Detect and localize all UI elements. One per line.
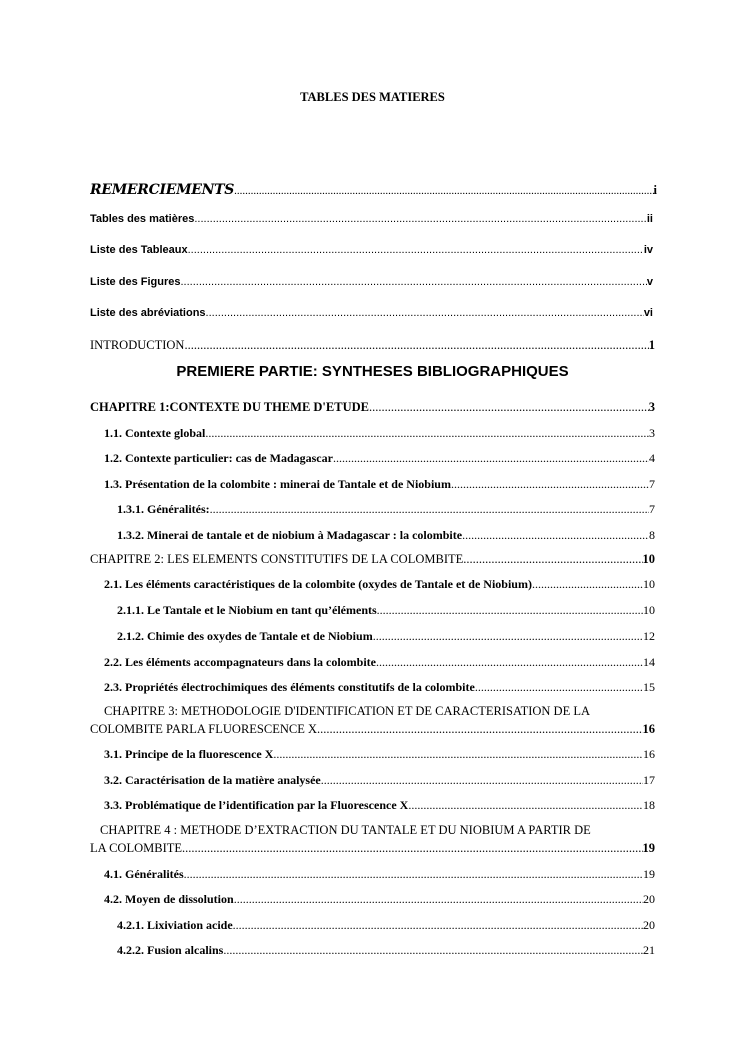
toc-entry-page: 10 — [643, 603, 655, 617]
dot-leader — [184, 866, 643, 882]
toc-entry-page: ii — [646, 213, 653, 225]
dot-leader — [233, 917, 643, 933]
toc-entry-label: 1.2. Contexte particulier: cas de Madagascar — [104, 451, 333, 465]
toc-entry-label: Tables des matières — [90, 213, 195, 225]
toc-entry-label: 3.2. Caractérisation de la matière analysée — [104, 773, 321, 787]
toc-entry-page: 3 — [649, 426, 655, 440]
toc-entry-label: LA COLOMBITE — [90, 841, 183, 855]
dot-leader — [369, 399, 649, 415]
dot-leader — [205, 425, 649, 441]
toc-section-2-1[interactable] — [104, 576, 655, 592]
toc-chapter-2[interactable] — [90, 551, 655, 567]
toc-entry-label: 4.2.1. Lixiviation acide — [117, 918, 233, 932]
page-title: TABLES DES MATIERES — [300, 90, 445, 104]
toc-entry-page: 21 — [643, 943, 655, 957]
toc-entry-label: 2.2. Les éléments accompagnateurs dans la colombite — [104, 655, 376, 669]
toc-entry-abreviations[interactable] — [90, 305, 653, 321]
toc-entry-label: INTRODUCTION — [90, 338, 185, 352]
toc-entry-page: i — [653, 183, 657, 197]
toc-entry-page: 15 — [643, 680, 655, 694]
toc-entry-page: 4 — [649, 451, 655, 465]
toc-section-1-1[interactable] — [104, 425, 655, 441]
toc-entry-label: 4.2. Moyen de dissolution — [104, 892, 234, 906]
toc-entry-introduction[interactable] — [90, 337, 655, 353]
toc-chapter-3[interactable] — [90, 721, 655, 737]
toc-entry-label: Liste des Figures — [90, 276, 181, 288]
toc-chapter-3-line1[interactable]: CHAPITRE 3: METHODOLOGIE D'IDENTIFICATION ET DE CARACTERISATION DE LA — [104, 704, 591, 718]
toc-chapter-4-line1[interactable]: CHAPITRE 4 : METHODE D’EXTRACTION DU TANTALE ET DU NIOBIUM A PARTIR DE — [100, 823, 591, 837]
dot-leader — [184, 337, 648, 353]
toc-chapter-4[interactable] — [90, 840, 655, 856]
toc-section-3-1[interactable] — [104, 746, 655, 762]
toc-entry-page: 14 — [643, 655, 655, 669]
dot-leader — [321, 772, 643, 788]
toc-entry-label: 1.3. Présentation de la colombite : minerai de Tantale et de Niobium — [104, 477, 451, 491]
toc-entry-label: 1.3.1. Généralités: — [117, 502, 210, 516]
dot-leader — [188, 242, 644, 258]
dot-leader — [462, 527, 649, 543]
toc-entry-page: 16 — [643, 747, 655, 761]
toc-entry-page: 3 — [648, 400, 655, 414]
toc-section-2-2[interactable] — [104, 654, 655, 670]
toc-section-3-3[interactable] — [104, 797, 655, 813]
toc-entry-page: 1 — [648, 338, 655, 352]
part-heading: PREMIERE PARTIE: SYNTHESES BIBLIOGRAPHIQUES — [176, 363, 569, 380]
toc-entry-page: 19 — [643, 867, 655, 881]
toc-section-3-2[interactable] — [104, 772, 655, 788]
toc-entry-page: vi — [643, 307, 653, 319]
toc-section-4-2[interactable] — [104, 891, 655, 907]
dot-leader — [180, 274, 646, 290]
dot-leader — [451, 476, 649, 492]
toc-entry-tableaux[interactable] — [90, 242, 653, 258]
toc-chapter-1[interactable] — [90, 399, 655, 415]
dot-leader — [532, 576, 643, 592]
dot-leader — [463, 551, 642, 567]
toc-entry-label: 3.1. Principe de la fluorescence X — [104, 747, 274, 761]
toc-section-2-1-1[interactable] — [117, 602, 655, 618]
toc-entry-page: 10 — [643, 577, 655, 591]
toc-entry-page: 19 — [642, 841, 655, 855]
dot-leader — [475, 679, 643, 695]
dot-leader — [234, 891, 643, 907]
toc-section-1-2[interactable] — [104, 450, 655, 466]
toc-entry-label: Liste des abréviations — [90, 307, 206, 319]
toc-entry-page: 8 — [649, 528, 655, 542]
dot-leader — [373, 628, 643, 644]
toc-entry-page: 7 — [649, 477, 655, 491]
toc-entry-page: 16 — [642, 722, 655, 736]
toc-section-4-2-2[interactable] — [117, 942, 655, 958]
dot-leader — [182, 840, 642, 856]
toc-entry-figures[interactable] — [90, 274, 653, 290]
toc-entry-page: 20 — [643, 892, 655, 906]
toc-entry-label: 2.1.1. Le Tantale et le Niobium en tant qu’éléments — [117, 603, 377, 617]
toc-entry-page: 10 — [642, 552, 655, 566]
dot-leader — [408, 797, 643, 813]
toc-entry-label: COLOMBITE PARLA FLUORESCENCE X — [90, 722, 317, 736]
toc-entry-label: 2.1.2. Chimie des oxydes de Tantale et de Niobium — [117, 629, 373, 643]
toc-entry-page: iv — [643, 244, 653, 256]
dot-leader — [223, 942, 643, 958]
toc-entry-label: 2.1. Les éléments caractéristiques de la colombite (oxydes de Tantale et de Niobium) — [104, 577, 532, 591]
toc-section-1-3-1[interactable] — [117, 501, 655, 517]
toc-entry-page: v — [646, 276, 653, 288]
toc-entry-page: 17 — [643, 773, 655, 787]
toc-section-4-2-1[interactable] — [117, 917, 655, 933]
dot-leader — [333, 450, 649, 466]
toc-entry-remerciements[interactable] — [90, 182, 657, 199]
toc-entry-label: 3.3. Problématique de l’identification par la Fluorescence X — [104, 798, 409, 812]
toc-entry-label: CHAPITRE 2: LES ELEMENTS CONSTITUTIFS DE LA COLOMBITE — [90, 552, 464, 566]
dot-leader — [194, 211, 647, 227]
toc-section-2-1-2[interactable] — [117, 628, 655, 644]
dot-leader — [317, 721, 643, 737]
toc-entry-label: 4.2.2. Fusion alcalins — [117, 943, 224, 957]
toc-section-1-3[interactable] — [104, 476, 655, 492]
toc-entry-label: CHAPITRE 1:CONTEXTE DU THEME D'ETUDE — [90, 400, 369, 414]
toc-entry-tables[interactable] — [90, 211, 653, 227]
dot-leader — [377, 602, 643, 618]
toc-section-1-3-2[interactable] — [117, 527, 655, 543]
toc-entry-label: Liste des Tableaux — [90, 244, 188, 256]
dot-leader — [376, 654, 643, 670]
toc-entry-page: 20 — [643, 918, 655, 932]
dot-leader — [234, 183, 653, 199]
dot-leader — [273, 746, 643, 762]
toc-entry-page: 12 — [643, 629, 655, 643]
toc-entry-label: 1.3.2. Minerai de tantale et de niobium à Madagascar : la colombite — [117, 528, 463, 542]
toc-section-4-1[interactable] — [104, 866, 655, 882]
toc-entry-page: 18 — [643, 798, 655, 812]
toc-entry-label: REMERCIEMENTS — [90, 182, 235, 198]
toc-entry-label: 4.1. Généralités — [104, 867, 184, 881]
dot-leader — [210, 501, 649, 517]
toc-section-2-3[interactable] — [104, 679, 655, 695]
toc-entry-page: 7 — [649, 502, 655, 516]
dot-leader — [206, 305, 644, 321]
toc-entry-label: 2.3. Propriétés électrochimiques des éléments constitutifs de la colombite — [104, 680, 475, 694]
toc-entry-label: 1.1. Contexte global — [104, 426, 206, 440]
